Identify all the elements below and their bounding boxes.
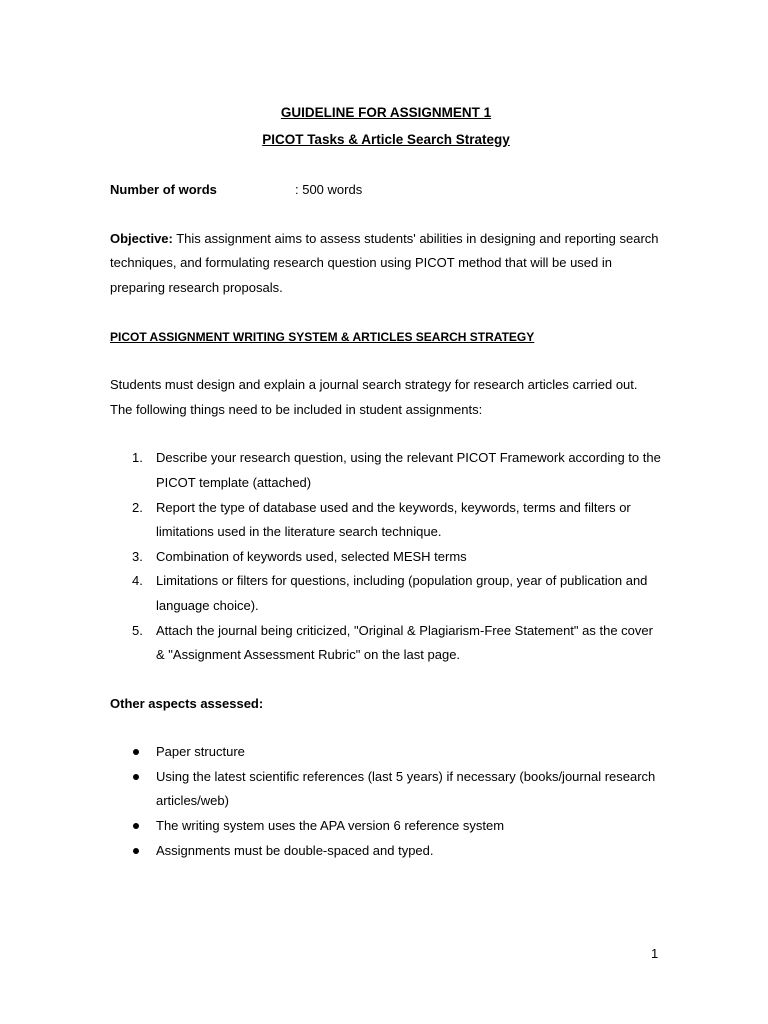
list-item-number: 5. [132,622,143,638]
list-item-number: 2. [132,499,143,515]
list-item-text: Limitations or filters for questions, including (population group, year of publication and language choice). [156,573,648,613]
list-item-text: Report the type of database used and the keywords, keywords, terms and filters or limitations used in the literature search technique. [156,499,631,540]
bullet-item-text: The writing system uses the APA version 6 reference system [156,818,505,834]
bullet-item-text: Paper structure [156,744,245,760]
list-item-number: 3. [132,548,143,564]
bullet-item-text: Using the latest scientific references (last 5 years) if necessary (books/journal research articles/web) [156,768,656,809]
bullet-icon [133,823,139,829]
list-item-number: 1. [132,450,143,466]
list-item [110,619,662,668]
list-item [110,446,662,495]
list-item-number: 4. [132,573,143,589]
objective-label: Objective: [110,230,173,246]
bullet-item-text: Assignments must be double-spaced and typed. [156,842,434,858]
other-aspects-heading: Other aspects assessed: [110,695,264,711]
section-heading: PICOT ASSIGNMENT WRITING SYSTEM & ARTICLES SEARCH STRATEGY [110,329,535,344]
list-item-text: Attach the journal being criticized, "Original & Plagiarism-Free Statement" as the cover & "Assignment Assessment Rubric" on the last page. [156,622,653,663]
bullet-item [110,814,662,839]
bullet-item [110,740,662,765]
objective-text: This assignment aims to assess students' abilities in designing and reporting search techniques, and formulating research question using PICOT method that will be used in preparing research proposals. [110,230,659,295]
word-count-row [110,178,662,203]
bullet-icon [133,749,139,755]
list-item-text: Combination of keywords used, selected MESH terms [156,548,467,564]
bullet-item [110,839,662,864]
document-title: GUIDELINE FOR ASSIGNMENT 1 [280,105,492,120]
bullet-icon [133,848,139,854]
objective-paragraph [110,227,662,301]
list-item [110,545,662,570]
document-subtitle: PICOT Tasks & Article Search Strategy [262,131,510,147]
word-count-value: : 500 words [295,182,363,198]
word-count-label: Number of words [110,182,217,198]
bullet-icon [133,774,139,780]
other-aspects-list [110,740,662,863]
intro-paragraph: Students must design and explain a journal search strategy for research articles carried out. The following things need to be included in student assignments: [110,377,638,417]
requirements-list [110,446,662,667]
list-item-text: Describe your research question, using the relevant PICOT Framework according to the PICOT template (attached) [156,450,661,490]
document-body [110,101,662,863]
list-item [110,569,662,618]
page-number: 1 [651,946,659,961]
list-item [110,496,662,545]
bullet-item [110,765,662,814]
